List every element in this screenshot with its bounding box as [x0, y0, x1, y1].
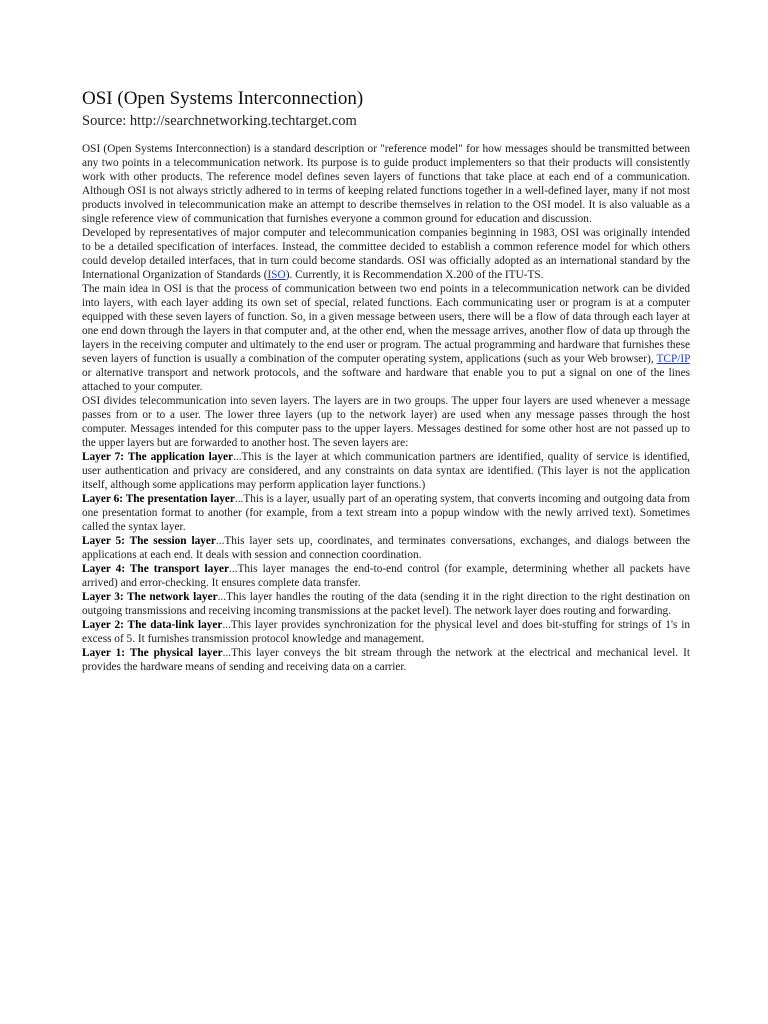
layer-name: Layer 5: The session layer [82, 535, 216, 547]
layer-item-5 [82, 534, 690, 562]
layer-item-4 [82, 562, 690, 590]
history-text-before: Developed by representatives of major computer and telecommunication companies beginning in 1983, OSI was originally intended to be a detailed specification of interfaces. Instead, the committee decided to establish a common reference model for which others could develop detailed interfaces, that in turn could become standards. OSI was officially adopted as an international standard by the International Organization of Standards ( [82, 227, 690, 281]
history-text-after: ). Currently, it is Recommendation X.200 of the ITU-TS. [285, 269, 544, 281]
source-line: Source: http://searchnetworking.techtarget.com [82, 113, 357, 129]
main-idea-paragraph [82, 282, 690, 394]
layer-description: ...This is the layer at which communication partners are identified, quality of service is identified, user authentication and privacy are considered, and any constraints on data syntax are identified. (This layer is not the application itself, although some applications may perform application layer functions.) [82, 451, 690, 491]
intro-paragraph: OSI (Open Systems Interconnection) is a standard description or "reference model" for how messages should be transmitted between any two points in a telecommunication network. Its purpose is to guide product implementers so that their products will consistently work with other products. The reference model defines seven layers of functions that take place at each end of a communication. Although OSI is not always strictly adhered to in terms of keeping related functions together in a well-defined layer, many if not most products involved in telecommunication make an attempt to describe themselves in relation to the OSI model. It is also valuable as a single reference view of communication that furnishes everyone a common ground for education and discussion. [82, 143, 690, 225]
layer-name: Layer 4: The transport layer [82, 563, 230, 575]
layer-description: ...This layer sets up, coordinates, and terminates conversations, exchanges, and dialogs between the applications at each end. It deals with session and connection coordination. [82, 535, 691, 561]
layers-overview-paragraph: OSI divides telecommunication into seven layers. The layers are in two groups. The upper four layers are used whenever a message passes from or to a user. The lower three layers (up to the network layer) are used when any message passes through the host computer. Messages intended for this computer pass to the upper layers. Messages destined for some other host are not passed up to the upper layers but are forwarded to another host. The seven layers are: [82, 395, 690, 449]
layer-item-2 [82, 618, 690, 646]
layer-item-7 [82, 450, 690, 492]
layer-description: ...This layer handles the routing of the data (sending it in the right direction to the right destination on outgoing transmissions and receiving incoming transmissions at the packet level). The network layer does routing and forwarding. [82, 591, 690, 617]
history-paragraph [82, 226, 690, 282]
layer-description: ...This is a layer, usually part of an operating system, that converts incoming and outgoing data from one presentation format to another (for example, from a text stream into a popup window with the newly arrived text). Sometimes called the syntax layer. [82, 493, 691, 533]
layer-name: Layer 3: The network layer [82, 591, 218, 603]
layer-name: Layer 2: The data-link layer [82, 619, 223, 631]
main-idea-text-before: The main idea in OSI is that the process of communication between two end points in a telecommunication network can be divided into layers, with each layer adding its own set of special, related functions. Each communicating user or program is at a computer equipped with these seven layers of function. So, in a given message between users, there will be a flow of data through each layer at one end down through the layers in that computer and, at the other end, when the message arrives, another flow of data up through the layers in the receiving computer and ultimately to the end user or program. The actual programming and hardware that furnishes these seven layers of function is usually a combination of the computer operating system, applications (such as your Web browser), [82, 283, 690, 365]
document-page [82, 88, 690, 674]
layer-item-6 [82, 492, 690, 534]
iso-link[interactable]: ISO [267, 269, 286, 281]
layer-item-1 [82, 646, 690, 674]
layer-description: ...This layer manages the end-to-end control (for example, determining whether all packets have arrived) and error-checking. It ensures complete data transfer. [82, 563, 691, 589]
tcp-ip-link[interactable]: TCP/IP [656, 353, 690, 365]
layer-description: ...This layer conveys the bit stream through the network at the electrical and mechanical level. It provides the hardware means of sending and receiving data on a carrier. [82, 647, 690, 673]
layer-description: ...This layer provides synchronization for the physical level and does bit-stuffing for strings of 1's in excess of 5. It furnishes transmission protocol knowledge and management. [82, 619, 690, 645]
main-idea-text-after: or alternative transport and network protocols, and the software and hardware that enable you to put a signal on one of the lines attached to your computer. [82, 367, 690, 393]
layer-list [82, 450, 690, 674]
layer-item-3 [82, 590, 690, 618]
layer-name: Layer 6: The presentation layer [82, 493, 235, 505]
layer-name: Layer 1: The physical layer [82, 647, 223, 659]
page-title: OSI (Open Systems Interconnection) [82, 88, 364, 109]
layer-name: Layer 7: The application layer [82, 451, 234, 463]
